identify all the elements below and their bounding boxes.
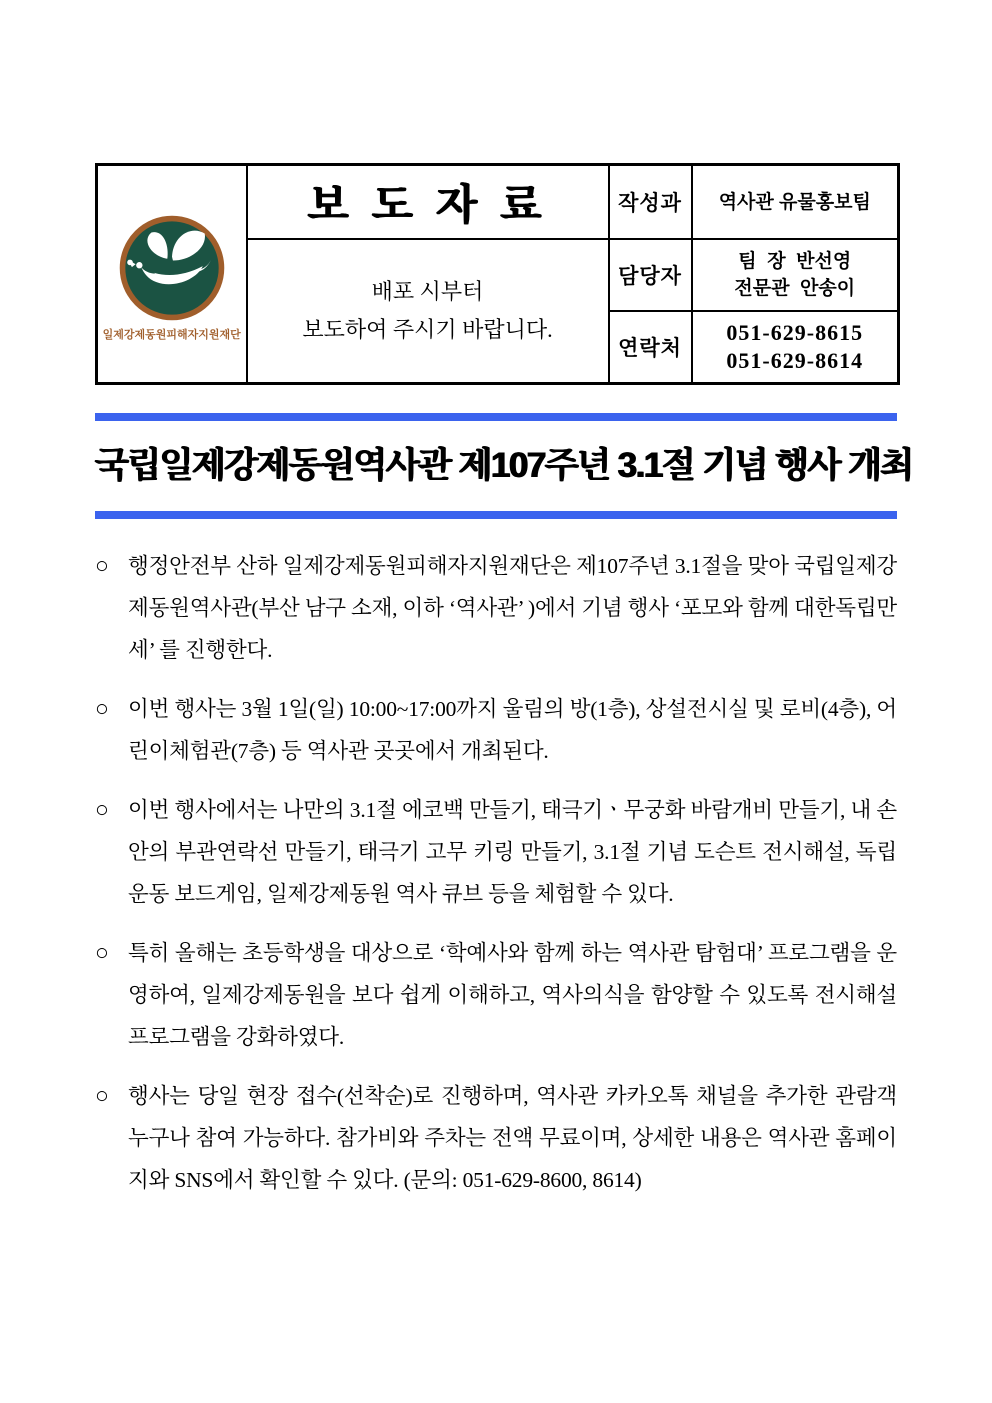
bullet-circle: ○ xyxy=(95,553,109,578)
title-bottom-rule xyxy=(95,511,897,519)
paragraph-2 xyxy=(95,688,897,772)
phone-number-1: 051-629-8615 xyxy=(726,320,864,345)
doc-type-title: 보 도 자 료 xyxy=(247,165,609,240)
release-note-line1: 배포 시부터 xyxy=(371,279,484,304)
bullet-circle: ○ xyxy=(95,797,109,822)
paragraph-1 xyxy=(95,545,897,671)
label-phone: 연락처 xyxy=(609,311,692,384)
bullet-circle: ○ xyxy=(95,696,109,721)
contact-person-2: 전문관 안송이 xyxy=(734,278,856,299)
paragraph-3-text: 이번 행사에서는 나만의 3.1절 에코백 만들기, 태극기ㆍ무궁화 바람개비 만들기, 내 손안의 부관연락선 만들기, 태극기 고무 키링 만들기, 3.1절 기념 도슨트 전시해설, 독립운동 보드게임, 일제강제동원 역사 큐브 등을 체험할 수 있다. xyxy=(128,798,897,906)
paragraph-1-text: 행정안전부 산하 일제강제동원피해자지원재단은 제107주년 3.1절을 맞아 국립일제강제동원역사관(부산 남구 소재, 이하 ‘역사관’ )에서 기념 행사 ‘포모와 함께 대한독립만세’ 를 진행한다. xyxy=(128,554,897,662)
release-note xyxy=(247,239,609,384)
value-contact-person xyxy=(692,239,899,311)
phone-number-2: 051-629-8614 xyxy=(726,348,864,373)
foundation-logo xyxy=(116,212,228,324)
dept-name: 역사관 유물홍보팀 xyxy=(718,191,871,213)
label-writing-dept: 작성과 xyxy=(609,165,692,240)
release-note-line2: 보도하여 주시기 바랍니다. xyxy=(302,317,553,342)
page-title: 국립일제강제동원역사관 제107주년 3.1절 기념 행사 개최 xyxy=(95,446,913,485)
bullet-circle: ○ xyxy=(95,1083,109,1108)
value-phone xyxy=(692,311,899,384)
paragraph-5-text: 행사는 당일 현장 접수(선착순)로 진행하며, 역사관 카카오톡 채널을 추가한 관람객 누구나 참여 가능하다. 참가비와 주차는 전액 무료이며, 상세한 내용은 역사관 홈페이지와 SNS에서 확인할 수 있다. (문의: 051-629-8600, 8614) xyxy=(128,1084,897,1192)
dove-leaf-icon xyxy=(116,212,228,324)
label-contact-person: 담당자 xyxy=(609,239,692,311)
page-content xyxy=(95,163,913,1218)
paragraph-4-text: 특히 올해는 초등학생을 대상으로 ‘학예사와 함께 하는 역사관 탐험대’ 프로그램을 운영하여, 일제강제동원을 보다 쉽게 이해하고, 역사의식을 함양할 수 있도록 전시해설 프로그램을 강화하였다. xyxy=(128,941,897,1049)
org-name-label: 일제강제동원피해자지원재단 xyxy=(102,329,241,341)
logo-cell xyxy=(97,165,247,384)
paragraph-5 xyxy=(95,1075,897,1201)
paragraph-3 xyxy=(95,789,897,915)
paragraph-2-text: 이번 행사는 3월 1일(일) 10:00~17:00까지 울림의 방(1층), 상설전시실 및 로비(4층), 어린이체험관(7층) 등 역사관 곳곳에서 개최된다. xyxy=(128,697,897,763)
press-release-body xyxy=(95,545,897,1201)
bullet-circle: ○ xyxy=(95,940,109,965)
value-writing-dept xyxy=(692,165,899,240)
title-top-rule xyxy=(95,413,897,421)
contact-person-1: 팀 장 반선영 xyxy=(738,251,852,272)
header-table xyxy=(95,163,900,385)
paragraph-4 xyxy=(95,932,897,1058)
